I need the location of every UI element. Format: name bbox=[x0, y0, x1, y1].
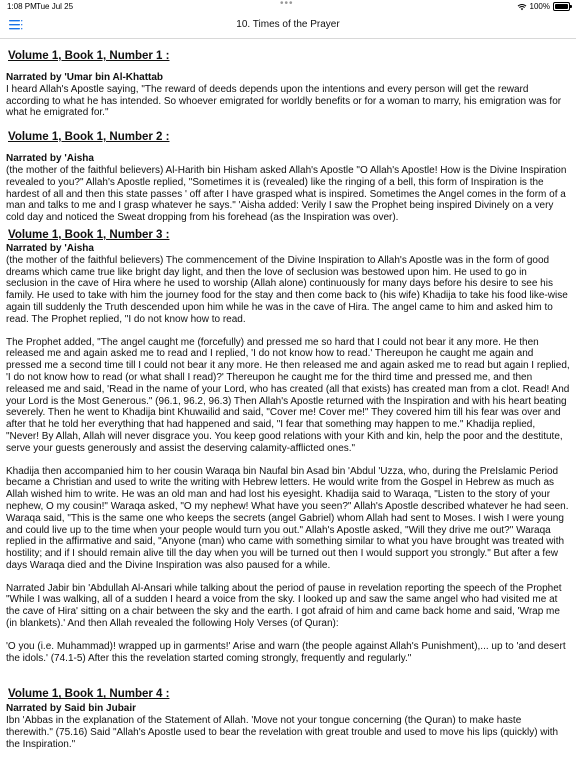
status-bar bbox=[0, 0, 576, 14]
hadith-text: Khadija then accompanied him to her cousin Waraqa bin Naufal bin Asad bin 'Abdul 'Uzza, who, during the PreIslamic Period became a Christian and used to write the writing with Hebrew letters. He would write from the Gospel in Hebrew as much as Allah wished him to write. He was an old man and had lost his eyesight. Khadija said to Waraqa, "Listen to the story of your nephew, O my cousin!" Waraqa asked, "O my nephew! What have you seen?" Allah's Apostle described whatever he had seen. Waraqa said, "This is the same one who keeps the secrets (angel Gabriel) whom Allah had sent to Moses. I wish I were young and could live up to the time when your people would turn you out." Allah's Apostle asked, "Will they drive me out?" Waraqa replied in the affirmative and said, "Anyone (man) who came with something similar to what you have brought was treated with hostility; and if I should remain alive till the day when you will be turned out then I would support you strongly." But after a few days Waraqa died and the Divine Inspiration was also paused for a while. bbox=[6, 465, 569, 571]
battery-percent: 100% bbox=[529, 2, 550, 11]
nav-bar bbox=[0, 14, 576, 39]
battery-icon bbox=[553, 2, 570, 11]
hadith-reference: Volume 1, Book 1, Number 2 : bbox=[8, 131, 170, 144]
hadith-2 bbox=[6, 130, 570, 224]
status-right bbox=[517, 2, 570, 11]
hadith-text: 'O you (i.e. Muhammad)! wrapped up in garments!' Arise and warn (the people against Allah's Punishment),... up to 'and desert the idols.' (74.1-5) After this the revelation started coming strongly, frequently and regularly." bbox=[6, 640, 566, 664]
hadith-3 bbox=[6, 228, 570, 665]
hadith-narrator: Narrated by 'Umar bin Al-Khattab bbox=[6, 72, 164, 83]
page-title: 10. Times of the Prayer bbox=[236, 19, 340, 30]
hadith-text: Ibn 'Abbas in the explanation of the Statement of Allah. 'Move not your tongue concerning (the Quran) to make haste therewith." (75.16) Said "Allah's Apostle used to bear the revelation with great trouble and used to move his lips (quickly) with the Inspiration." bbox=[6, 715, 559, 750]
hadith-narrator: Narrated by 'Aisha bbox=[6, 242, 94, 254]
hadith-text: The Prophet added, "The angel caught me (forcefully) and pressed me so hard that I could not bear it any more. He then released me and again asked me to read and I replied, 'I do not know how to read.' Thereupon he caught me again and pressed me a second time till I could not bear it any more. He then released me and again asked me to read but again I replied, 'I do not know how to read (or what shall I read)?' Thereupon he caught me for the third time and pressed me, and then released me and said, 'Read in the name of your Lord, who has created (all that exists) has created man from a clot. Read! And your Lord is the Most Generous." (96.1, 96.2, 96.3) Then Allah's Apostle returned with the Inspiration and with his heart beating severely. Then he went to Khadija bint Khuwailid and said, "Cover me! Cover me!" They covered him till his fear was over and after that he told her everything that had happened and said, "I fear that something may happen to me." Khadija replied, "Never! By Allah, Allah will never disgrace you. You keep good relations with your Kith and kin, help the poor and the destitute, serve your guests generously and assist the deserving calamity-afflicted ones." bbox=[6, 336, 570, 454]
hadith-text: I heard Allah's Apostle saying, "The reward of deeds depends upon the intentions and every person will get the reward according to what he has intended. So whoever emigrated for worldly benefits or for a woman to marry, his emigration was for what he emigrated for." bbox=[6, 83, 562, 119]
hadith-text: Narrated Jabir bin 'Abdullah Al-Ansari while talking about the period of pause in revelation reporting the speech of the Prophet "While I was walking, all of a sudden I heard a voice from the sky. I looked up and saw the same angel who had visited me at the cave of Hira' sitting on a chair between the sky and the earth. I got afraid of him and came back home and said, 'Wrap me (in blankets).' And then Allah revealed the following Holy Verses (of Quran): bbox=[6, 582, 562, 630]
hadith-narrator: Narrated by 'Aisha bbox=[6, 153, 94, 165]
hadith-reference: Volume 1, Book 1, Number 1 : bbox=[8, 50, 170, 62]
status-date: Tue Jul 25 bbox=[36, 2, 74, 11]
hadith-reference: Volume 1, Book 1, Number 3 : bbox=[8, 228, 170, 241]
multitasking-dots[interactable]: ••• bbox=[280, 0, 294, 9]
hadith-text: (the mother of the faithful believers) The commencement of the Divine Inspiration to Allah's Apostle was in the form of good dreams which came true like bright day light, and then the love of seclusion was bestowed upon him. He used to go in seclusion in the cave of Hira where he used to worship (Allah alone) continuously for many days before his desire to see his family. He used to take with him the journey food for the stay and then come back to (his wife) Khadija to take his food like-wise again till suddenly the Truth descended upon him while he was in the cave of Hira. The angel came to him and asked him to read. The Prophet replied, "I do not know how to read. bbox=[6, 254, 568, 325]
status-time: 1:08 PM bbox=[7, 2, 37, 11]
hadith-content bbox=[6, 49, 570, 762]
hadith-reference: Volume 1, Book 1, Number 4 : bbox=[8, 688, 170, 701]
hadith-text: (the mother of the faithful believers) Al-Harith bin Hisham asked Allah's Apostle "O Allah's Apostle! How is the Divine Inspiration revealed to you?" Allah's Apostle replied, "Sometimes it is (revealed) like the ringing of a bell, this form of Inspiration is the hardest of all and then this state passes ' off after I have grasped what is inspired. Sometimes the Angel comes in the form of a man and talks to me and I grasp whatever he says." 'Aisha added: Verily I saw the Prophet being inspired Divinely on a very cold day and noticed the Sweat dropping from his forehead (as the Inspiration was over). bbox=[6, 164, 567, 224]
wifi-icon bbox=[517, 3, 527, 11]
hadith-narrator: Narrated by Said bin Jubair bbox=[6, 703, 137, 715]
hadith-4 bbox=[6, 687, 570, 750]
hadith-1 bbox=[6, 49, 570, 119]
